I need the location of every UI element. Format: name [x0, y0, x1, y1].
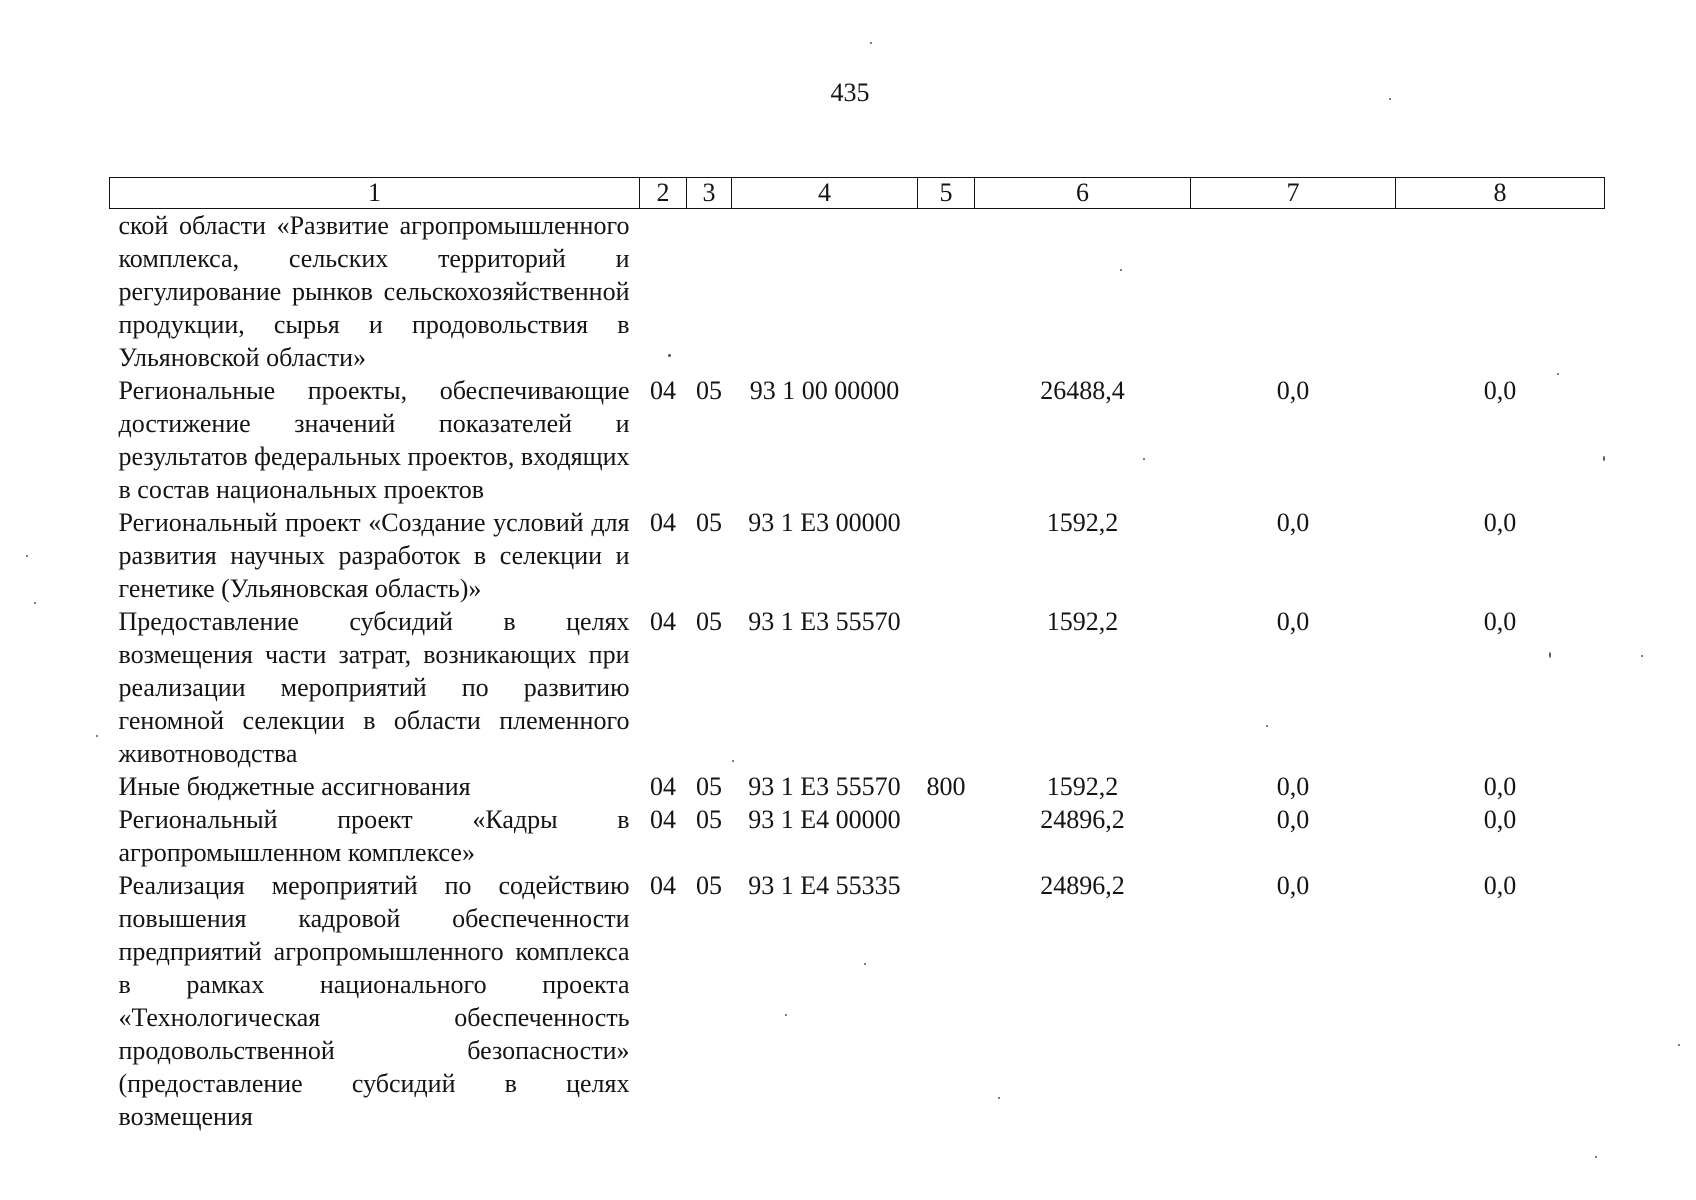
- row-amount-col6: [975, 209, 1191, 375]
- header-col-4: 4: [732, 178, 918, 209]
- row-subsection: 05: [696, 871, 722, 900]
- row-target-article: 93 1 Е3 00000: [748, 508, 901, 537]
- scan-speck: [1120, 269, 1122, 271]
- row-amount-col7: 0,0: [1276, 607, 1310, 636]
- scan-speck: [26, 555, 28, 557]
- row-amount-col6: 24896,2: [1040, 805, 1125, 834]
- row-expense-type: 800: [926, 772, 966, 801]
- row-name: Региональный проект «Создание условий для развития научных разработок в селекции и генетике (Ульяновская область)»: [118, 508, 630, 603]
- row-amount-col7: 0,0: [1276, 871, 1310, 900]
- row-name: Региональный проект «Кадры в агропромышленном комплексе»: [118, 805, 630, 867]
- row-amount-col6: 26488,4: [1040, 376, 1125, 405]
- row-target-article: [732, 209, 918, 375]
- row-section: 04: [650, 805, 676, 834]
- row-section: 04: [650, 508, 676, 537]
- header-col-6: 6: [975, 178, 1191, 209]
- row-target-article: 93 1 00 00000: [749, 376, 900, 405]
- row-amount-col8: 0,0: [1483, 508, 1517, 537]
- scan-speck: [870, 42, 872, 44]
- row-amount-col8: 0,0: [1483, 871, 1517, 900]
- row-amount-col8: 0,0: [1483, 376, 1517, 405]
- row-amount-col7: 0,0: [1276, 805, 1310, 834]
- row-name: Реализация мероприятий по содействию повышения кадровой обеспеченности предприятий агропромышленного комплекса в рамках национального проекта «Технологическая обеспеченность продовольственной безопасности» (предоставление субсидий в целях возмещения: [118, 871, 630, 1131]
- row-name: Предоставление субсидий в целях возмещения части затрат, возникающих при реализации мероприятий по развитию геномной селекции в области племенного животноводства: [118, 607, 630, 768]
- row-section: 04: [650, 772, 676, 801]
- table-row: [110, 209, 1605, 375]
- row-expense-type: [918, 605, 975, 770]
- row-expense-type: [918, 374, 975, 506]
- scan-speck: [34, 602, 36, 604]
- scan-speck: [1678, 1044, 1680, 1046]
- row-target-article: 93 1 Е4 55335: [748, 871, 901, 900]
- table-row: [110, 869, 1605, 1133]
- scan-speck: [668, 354, 671, 357]
- row-subsection: 05: [696, 376, 722, 405]
- table-row: [110, 605, 1605, 770]
- header-col-8: 8: [1396, 178, 1605, 209]
- row-expense-type: [918, 209, 975, 375]
- row-amount-col6: 1592,2: [1046, 607, 1119, 636]
- scan-speck: [864, 963, 866, 965]
- row-amount-col6: 24896,2: [1040, 871, 1125, 900]
- row-amount-col8: 0,0: [1483, 772, 1517, 801]
- page-number: 435: [830, 78, 870, 107]
- row-subsection: 05: [696, 805, 722, 834]
- header-col-3: 3: [687, 178, 732, 209]
- scan-speck: [1595, 1156, 1597, 1158]
- header-col-2: 2: [640, 178, 687, 209]
- row-name: ской области «Развитие агропромышленного комплекса, сельских территорий и регулирование рынков сельскохозяйственной продукции, сырья и продовольствия в Ульяновской области»: [118, 211, 630, 372]
- row-amount-col7: [1191, 209, 1396, 375]
- table-row: [110, 770, 1605, 803]
- row-target-article: 93 1 Е3 55570: [748, 607, 901, 636]
- row-section: [640, 209, 687, 375]
- row-name: Иные бюджетные ассигнования: [118, 772, 471, 801]
- row-name: Региональные проекты, обеспечивающие достижение значений показателей и результатов федеральных проектов, входящих в состав национальных проектов: [118, 376, 630, 504]
- scan-speck: [1143, 458, 1145, 460]
- header-row: [110, 178, 1605, 209]
- row-expense-type: [918, 869, 975, 1133]
- scan-speck: [998, 1097, 1000, 1099]
- row-amount-col7: 0,0: [1276, 508, 1310, 537]
- row-subsection: 05: [696, 772, 722, 801]
- row-amount-col6: 1592,2: [1046, 772, 1119, 801]
- scan-speck: [732, 760, 734, 762]
- header-col-7: 7: [1191, 178, 1396, 209]
- table-body: [110, 209, 1605, 1134]
- scan-speck: [96, 735, 98, 737]
- row-target-article: 93 1 Е4 00000: [748, 805, 901, 834]
- scan-speck: [1266, 725, 1268, 727]
- row-expense-type: [918, 803, 975, 869]
- row-section: 04: [650, 871, 676, 900]
- row-amount-col8: [1396, 209, 1605, 375]
- budget-table: [109, 177, 1605, 1133]
- table-row: [110, 374, 1605, 506]
- scan-speck: [1549, 652, 1551, 658]
- table-header: [110, 178, 1605, 209]
- row-subsection: [687, 209, 732, 375]
- scan-speck: [1603, 456, 1605, 461]
- row-expense-type: [918, 506, 975, 605]
- header-col-1: 1: [110, 178, 640, 209]
- row-amount-col6: 1592,2: [1046, 508, 1119, 537]
- row-amount-col7: 0,0: [1276, 376, 1310, 405]
- row-amount-col7: 0,0: [1276, 772, 1310, 801]
- row-amount-col8: 0,0: [1483, 805, 1517, 834]
- row-section: 04: [650, 376, 676, 405]
- table-row: [110, 803, 1605, 869]
- row-amount-col8: 0,0: [1483, 607, 1517, 636]
- header-col-5: 5: [918, 178, 975, 209]
- scan-speck: [1389, 98, 1391, 100]
- row-target-article: 93 1 Е3 55570: [748, 772, 901, 801]
- table-row: [110, 506, 1605, 605]
- scan-speck: [1557, 373, 1559, 375]
- scan-speck: [1641, 655, 1643, 657]
- row-subsection: 05: [696, 607, 722, 636]
- row-section: 04: [650, 607, 676, 636]
- row-subsection: 05: [696, 508, 722, 537]
- scan-speck: [785, 1014, 787, 1016]
